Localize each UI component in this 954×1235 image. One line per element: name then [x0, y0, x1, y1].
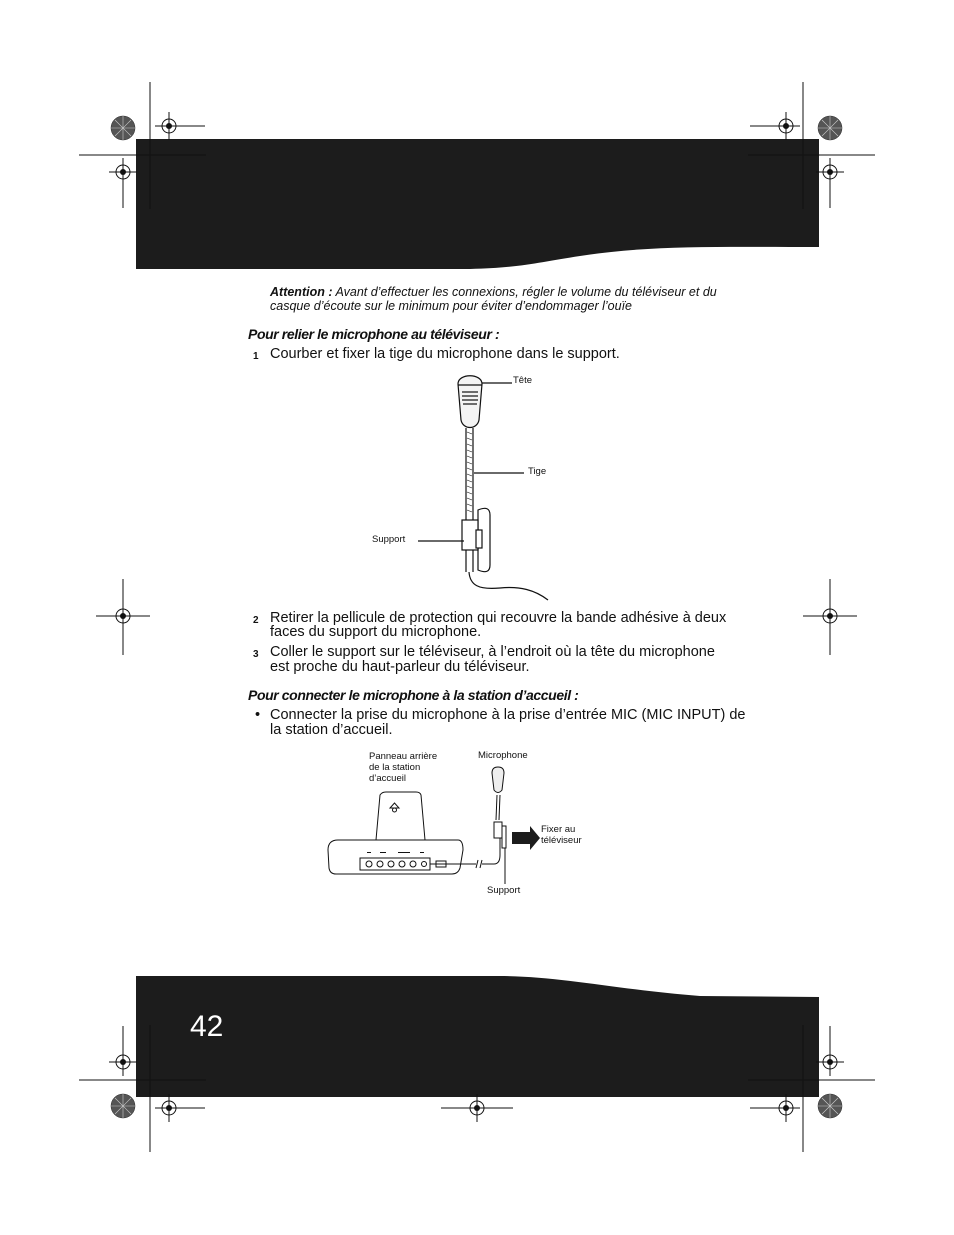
page-number: 42 [190, 1010, 224, 1043]
label-attach-line1: Fixer au [541, 824, 576, 835]
attention-text: Avant d’effectuer les connexions, régler le volume du téléviseur et du casque d’écoute sur le minimum pour éviter d’endommager l’ouïe [270, 285, 717, 313]
step-2-line2: faces du support du microphone. [270, 624, 482, 640]
attention-label: Attention : [270, 285, 333, 299]
label-support: Support [372, 534, 406, 545]
step-2-line1: Retirer la pellicule de protection qui recouvre la bande adhésive à deux [270, 610, 727, 626]
section1-heading: Pour relier le microphone au téléviseur : [248, 326, 500, 342]
step-3-number: 3 [253, 649, 259, 660]
step-2-number: 2 [253, 615, 259, 626]
attention-note [270, 285, 740, 313]
label-support-2: Support [487, 885, 521, 896]
label-stem: Tige [528, 466, 547, 477]
bullet-line2: la station d’accueil. [270, 722, 393, 738]
microphone-support-figure [360, 370, 580, 605]
step-3-line2: est proche du haut-parleur du téléviseur. [270, 659, 530, 675]
bullet-marker: • [255, 707, 261, 723]
step-1-text: Courber et fixer la tige du microphone dans le support. [270, 346, 620, 362]
label-panel-line1: Panneau arrière [369, 751, 438, 762]
label-panel-line3: d’accueil [369, 773, 406, 784]
label-microphone: Microphone [478, 750, 528, 761]
step-1-number: 1 [253, 351, 259, 362]
step-3-line1: Coller le support sur le téléviseur, à l’endroit où la tête du microphone [270, 644, 715, 660]
section2-heading: Pour connecter le microphone à la station d’accueil : [248, 687, 579, 703]
label-panel-line2: de la station [369, 762, 421, 773]
label-head: Tête [513, 375, 533, 386]
label-attach-line2: téléviseur [541, 835, 582, 846]
bullet-line1: Connecter la prise du microphone à la prise d’entrée MIC (MIC INPUT) de [270, 707, 746, 723]
